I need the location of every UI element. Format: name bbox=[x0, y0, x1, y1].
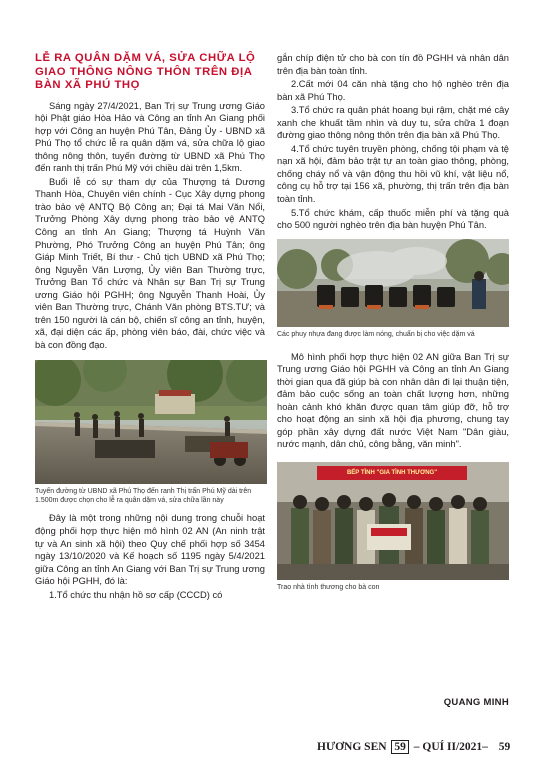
banner-text: BẾP TÌNH "GIA TÌNH THƯƠNG" bbox=[346, 470, 438, 477]
body-paragraph: gắn chíp điện tử cho bà con tín đồ PGHH và nhân dân trên địa bàn toàn tỉnh. bbox=[277, 53, 509, 76]
body-paragraph: 2.Cất mới 04 căn nhà tặng cho hộ nghèo trên địa bàn xã Phú Thọ. bbox=[277, 79, 509, 102]
issue-number: 59 bbox=[391, 740, 409, 754]
road-work-photo-image bbox=[35, 360, 267, 484]
body-paragraph: 4.Tổ chức tuyên truyền phòng, chống tội phạm và tệ nạn xã hội, đảm bảo trật tự an toàn giao thông, phòng, chống cháy nổ và vận động thu hồi vũ khí, vật liệu nổ, công cụ hỗ trợ tại 156 xã, phường, thị trấn trên địa bàn toàn tỉnh. bbox=[277, 143, 509, 205]
photo-caption: Trao nhà tình thương cho bà con bbox=[277, 584, 380, 592]
road-work-photo bbox=[35, 360, 267, 484]
photo-caption: Các phuy nhựa đang được làm nóng, chuẩn bị cho việc dặm vá bbox=[277, 330, 475, 338]
heating-barrels-photo-image bbox=[277, 239, 509, 327]
magazine-name: HƯƠNG SEN bbox=[317, 741, 387, 753]
body-paragraph: Mô hình phối hợp thực hiện 02 AN giữa Ban Trị sự Trung ương Giáo hội PGHH và Công an tỉnh An Giang thời gian qua đã giúp bà con nhân dân đi lại thuận tiện, đảm bảo cuộc sống an toàn chất lượng hơn, những hoàn cảnh khó khăn được quan tâm giúp đỡ, hỗ trợ cho hoạt động an sinh xã hội địa phương, chung tay góp phần xây dựng đất nước Việt Nam "Dân giàu, nước mạnh, dân chủ, công bằng, văn minh". bbox=[277, 351, 509, 450]
author-name: QUANG MINH bbox=[443, 697, 509, 708]
body-paragraph: 1.Tổ chức thu nhận hồ sơ cấp (CCCD) có bbox=[49, 589, 223, 600]
body-paragraph: Đây là một trong những nội dung trong chuỗi hoạt động phối hợp thực hiện mô hình 02 AN (An ninh trật tự và An sinh xã hội) theo Quy chế phối hợp số 3454 ngày 13/10/2020 và Kế hoạch số 1195 ngày 5/4/2021 giữa Công an tỉnh An Giang với Ban Trị sự Trung ương Giáo hội PGHH, đó là: bbox=[35, 513, 265, 587]
headline-line: BÀN XÃ PHÚ THỌ bbox=[35, 79, 140, 91]
issue-quarter: – QUÍ II/2021– bbox=[413, 741, 488, 753]
body-paragraph: Buổi lễ có sự tham dự của Thượng tá Dương Thanh Hòa, Chuyên viên chính - Cục Xây dựng phong trào bảo vệ ANTQ Bộ Công an; Đại tá Mai Văn Nổi, Trưởng Phòng Xây dựng phong trào bảo vệ ANTQ Công an tỉnh An Giang; Thượng tá Huỳnh Văn Phường, Phó Trưởng Công an huyện Phú Tân; ông Giáp Minh Triết, Bí thư - Chủ tịch UBND xã Phú Thọ; ông Nguyễn Văn Lượng, Ủy viên Ban Thường trực, Trưởng Ban Tổ chức và Nhân sự Ban Trị sự Trung ương Giáo hội PGHH; ông Nguyễn Thanh Hoài, Ủy viên Ban Thường trực, Chánh Văn phòng BTS.TƯ; và trên 150 người là cán bộ, chiến sĩ công an tỉnh, huyện, xã, đại diện các ấp, phòng viên báo, đài, chức việc và bà con đồng đạo. bbox=[35, 176, 265, 350]
charity-house-photo-image bbox=[277, 462, 509, 580]
photo-caption: Tuyến đường từ UBND xã Phú Thọ đến ranh Thị trấn Phú Mỹ dài trên 1.500m được chọn cho lễ ra quân dặm vá, sửa chữa lần này bbox=[35, 488, 252, 505]
article-headline bbox=[35, 52, 265, 93]
body-paragraph: 3.Tổ chức ra quân phát hoang bụi rậm, chặt mé cây xanh che khuất tầm nhìn và duy tu, sửa chữa 1 đoạn đường giao thông nông thôn trên địa bàn xã Phú Thọ. bbox=[277, 105, 509, 141]
body-paragraph: Sáng ngày 27/4/2021, Ban Trị sự Trung ương Giáo hội Phật giáo Hòa Hảo và Công an tỉnh An Giang phối hợp với Công an huyện Phú Tân, Đảng Ủy - UBND xã Phú Thọ tổ chức lễ ra quân dặm vá, sửa chữa lộ giao thông nông thôn, tuyến đường từ UBND xã Phú Thọ đến ranh thị trấn Phú Mỹ với chiều dài trên 1,5km. bbox=[35, 100, 265, 174]
body-paragraph: 5.Tổ chức khám, cấp thuốc miễn phí và tặng quà cho 500 người nghèo trên địa bàn huyện Phú Tân. bbox=[277, 207, 509, 231]
headline-line: GIAO THÔNG NÔNG THÔN TRÊN ĐỊA bbox=[35, 65, 253, 78]
left-column bbox=[35, 52, 265, 601]
heating-barrels-photo bbox=[277, 239, 509, 327]
headline-line: LỄ RA QUÂN DẶM VÁ, SỬA CHỮA LỘ bbox=[35, 52, 256, 64]
page-number: 59 bbox=[498, 741, 511, 753]
page-footer bbox=[317, 740, 517, 756]
charity-house-photo bbox=[277, 462, 509, 580]
right-column bbox=[277, 52, 509, 592]
